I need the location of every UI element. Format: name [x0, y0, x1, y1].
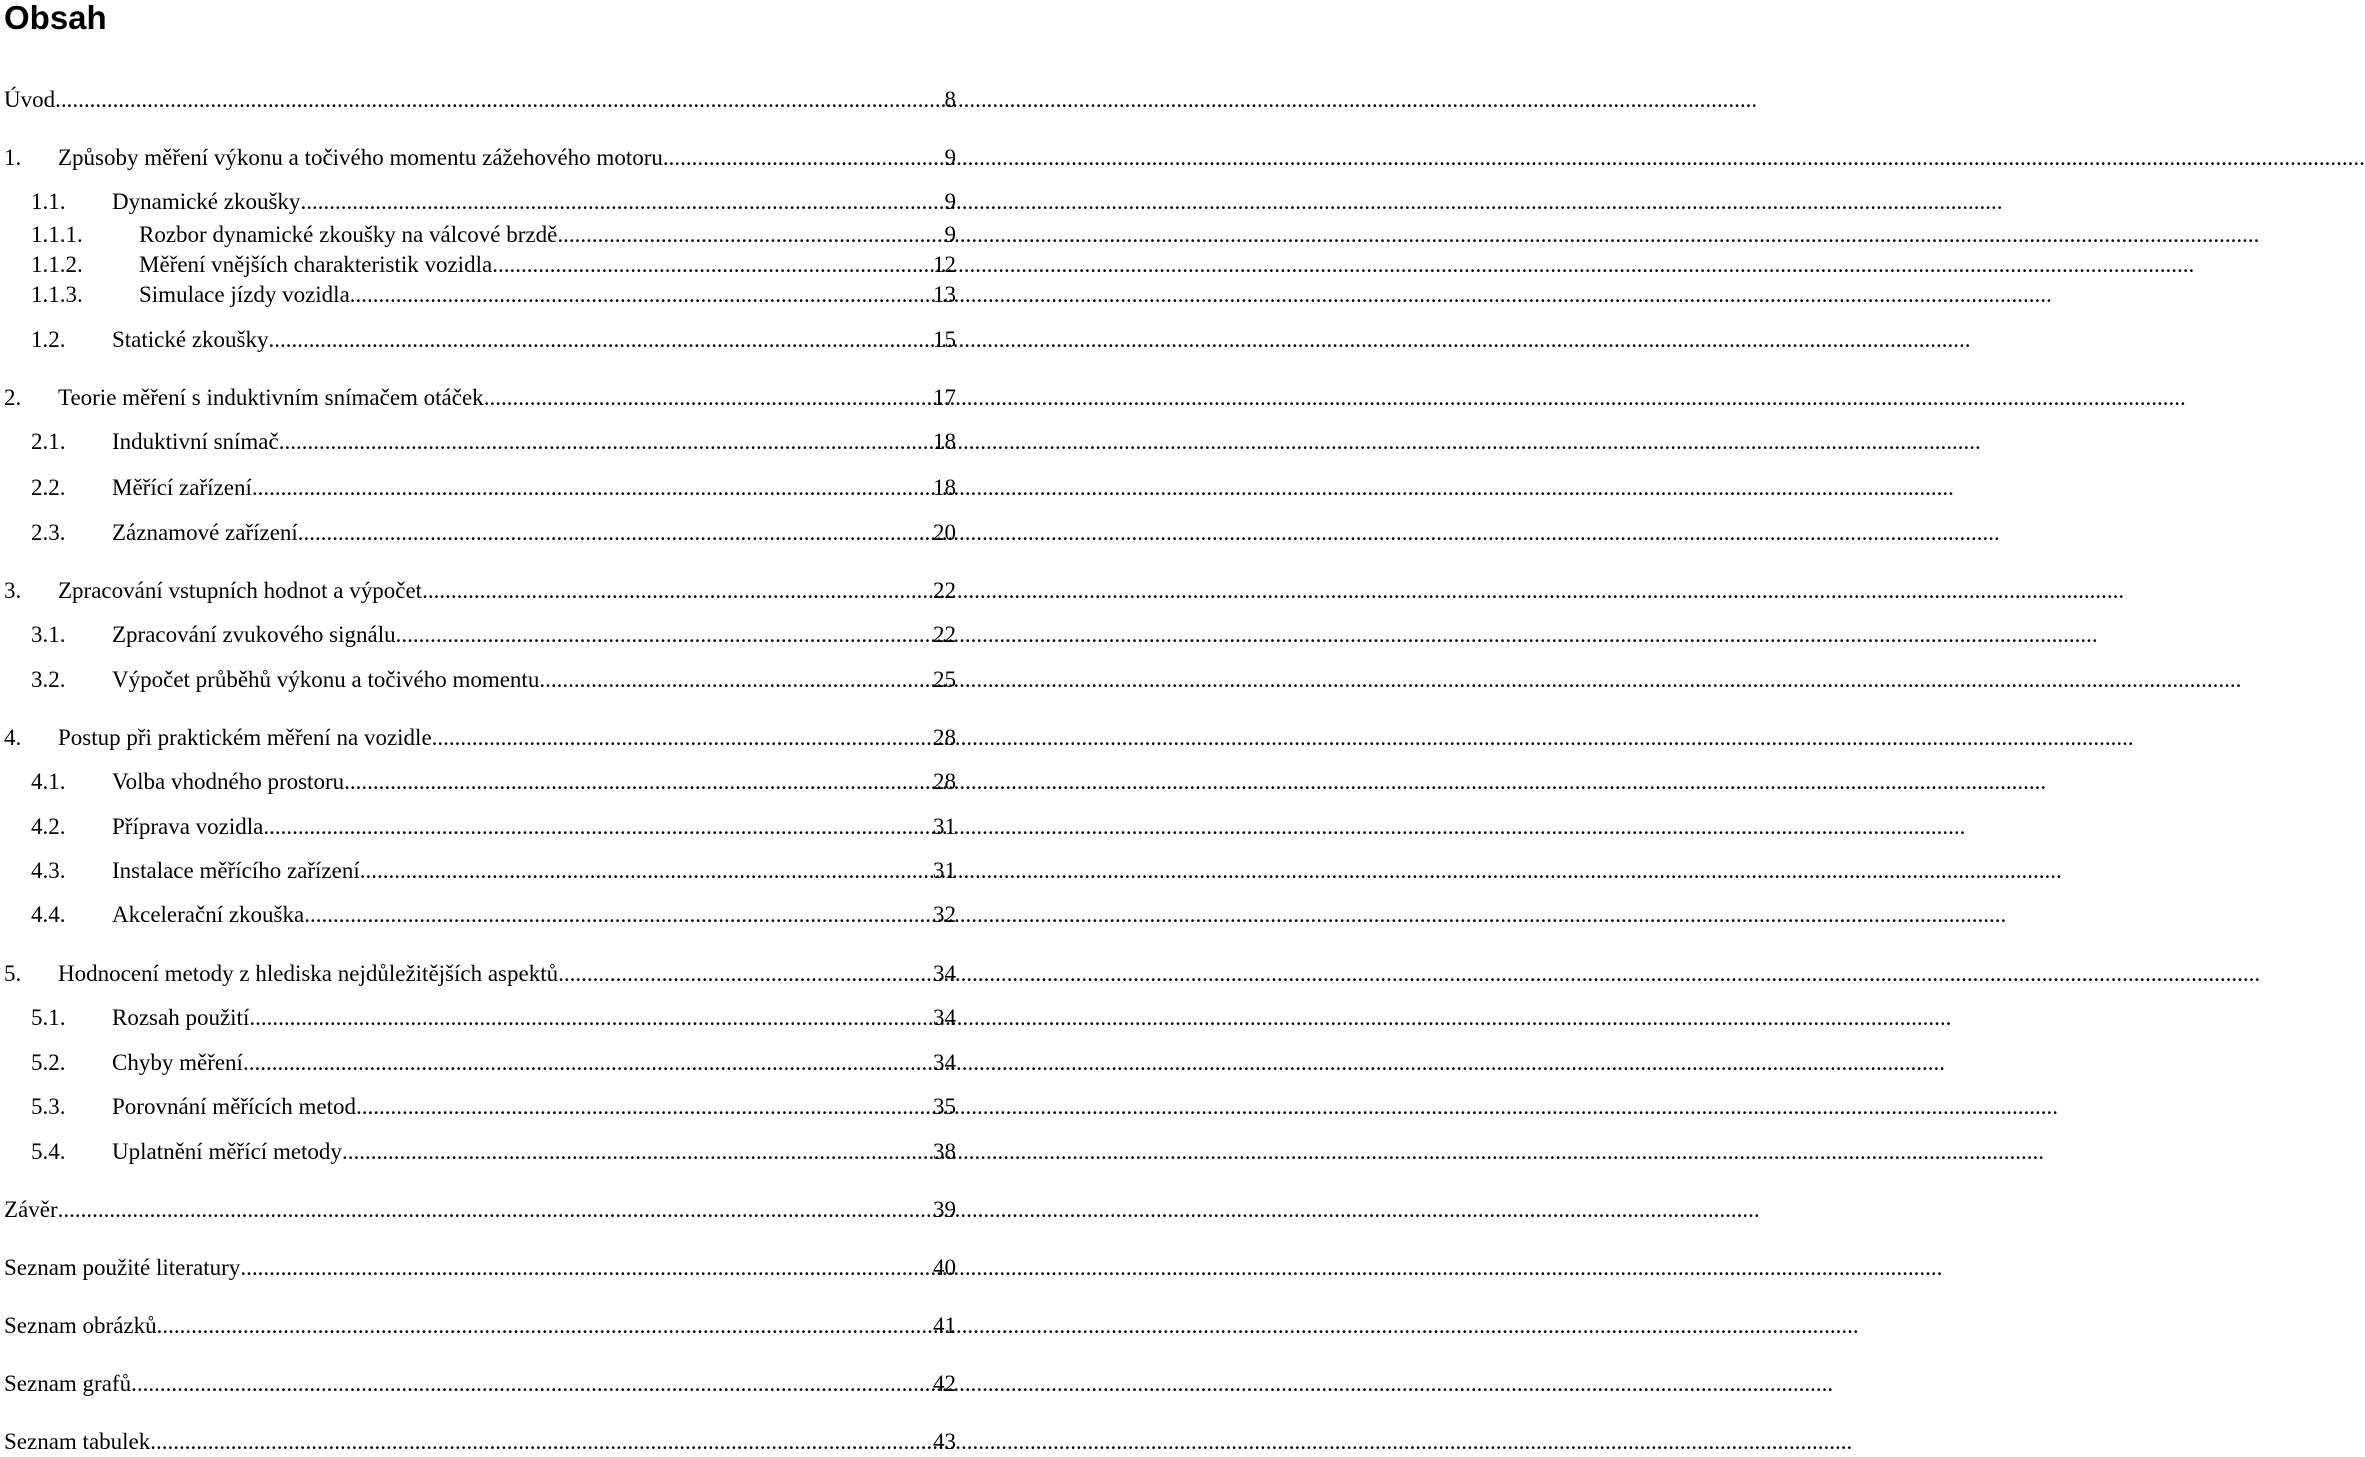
toc-entry[interactable] [31, 620, 956, 650]
toc-entry[interactable] [31, 427, 956, 457]
toc-entry[interactable] [31, 767, 956, 797]
toc-entry-title: Postup při praktickém měření na vozidle [58, 725, 432, 750]
toc-leader-dots [157, 1311, 933, 1341]
toc-entry-number: 1.2. [31, 327, 66, 352]
toc-entry-page: 22 [933, 622, 956, 647]
toc-entry-title: Zpracování zvukového signálu [112, 622, 396, 647]
toc-entry[interactable] [31, 280, 956, 310]
toc-entry-title: Rozsah použití [112, 1005, 250, 1030]
toc-leader-dots [279, 427, 933, 457]
toc-entry-page: 42 [933, 1371, 956, 1396]
toc-entry-page: 41 [933, 1313, 956, 1338]
toc-entry-title: Dynamické zkoušky [112, 189, 301, 214]
toc-entry[interactable] [4, 1369, 956, 1399]
toc-entry-number: 5. [4, 961, 22, 986]
toc-entry-number: 1.1.3. [31, 282, 83, 307]
toc-entry-page: 31 [933, 814, 956, 839]
toc-entry-number: 1.1. [31, 189, 66, 214]
toc-entry-page: 9 [944, 145, 956, 170]
toc-entry[interactable] [4, 959, 956, 989]
toc-entry-number: 1.1.1. [31, 222, 83, 247]
toc-entry[interactable] [31, 518, 956, 548]
toc-leader-dots [298, 518, 933, 548]
toc-entry-number: 2.2. [31, 475, 66, 500]
toc-entry[interactable] [31, 900, 956, 930]
toc-entry-title: Porovnání měřících metod [112, 1094, 356, 1119]
toc-entry[interactable] [4, 1427, 956, 1457]
toc-leader-dots [243, 1048, 933, 1078]
toc-entry-page: 13 [933, 282, 956, 307]
table-of-contents [0, 0, 960, 1453]
toc-entry[interactable] [31, 250, 956, 280]
toc-leader-dots [263, 812, 933, 842]
toc-entry[interactable] [4, 723, 956, 753]
toc-entry[interactable] [31, 1003, 956, 1033]
toc-entry[interactable] [31, 187, 956, 217]
toc-entry-title: Hodnocení metody z hlediska nejdůležitějších aspektů [58, 961, 559, 986]
toc-entry[interactable] [4, 1311, 956, 1341]
toc-entry-title: Způsoby měření výkonu a točivého momentu zážehového motoru [58, 145, 663, 170]
toc-entry-title: Zpracování vstupních hodnot a výpočet [58, 578, 423, 603]
toc-entry-number: 4.3. [31, 858, 66, 883]
toc-entry-number: 1. [4, 145, 22, 170]
toc-entry-title: Příprava vozidla [112, 814, 264, 839]
toc-entry-title: Seznam tabulek [4, 1429, 151, 1454]
toc-entry-title: Statické zkoušky [112, 327, 269, 352]
toc-entry-number: 3.1. [31, 622, 66, 647]
toc-leader-dots [539, 665, 933, 695]
toc-leader-dots [484, 383, 933, 413]
toc-entry[interactable] [31, 1137, 956, 1167]
toc-entry-page: 43 [933, 1429, 956, 1454]
toc-entry-title: Induktivní snímač [112, 429, 279, 454]
toc-leader-dots [422, 576, 933, 606]
toc-entry-page: 9 [944, 189, 956, 214]
toc-leader-dots [58, 1195, 933, 1225]
toc-entry-page: 17 [933, 385, 956, 410]
toc-entry[interactable] [4, 1253, 956, 1283]
toc-entry-title: Uplatnění měřící metody [112, 1139, 342, 1164]
toc-entry-number: 2. [4, 385, 22, 410]
toc-entry-page: 12 [933, 252, 956, 277]
toc-entry[interactable] [31, 812, 956, 842]
toc-entry-page: 28 [933, 725, 956, 750]
toc-entry-title: Simulace jízdy vozidla [139, 282, 350, 307]
toc-entry-title: Seznam použité literatury [4, 1255, 241, 1280]
toc-entry-title: Úvod [4, 87, 56, 112]
toc-leader-dots [342, 1137, 933, 1167]
toc-leader-dots [663, 143, 945, 173]
toc-entry-page: 22 [933, 578, 956, 603]
toc-entry[interactable] [4, 576, 956, 606]
toc-entry-page: 31 [933, 858, 956, 883]
toc-entry-number: 5.1. [31, 1005, 66, 1030]
toc-entry[interactable] [4, 1195, 956, 1225]
toc-entry-title: Volba vhodného prostoru [112, 769, 345, 794]
page-title: Obsah [4, 0, 107, 36]
toc-entry[interactable] [31, 473, 956, 503]
toc-entry-number: 3.2. [31, 667, 66, 692]
toc-entry-page: 38 [933, 1139, 956, 1164]
toc-entry-number: 2.3. [31, 520, 66, 545]
toc-entry-number: 5.2. [31, 1050, 66, 1075]
toc-entry-page: 28 [933, 769, 956, 794]
toc-leader-dots [304, 900, 933, 930]
toc-entry-page: 25 [933, 667, 956, 692]
toc-entry-title: Seznam obrázků [4, 1313, 157, 1338]
toc-entry-number: 4. [4, 725, 22, 750]
toc-entry[interactable] [31, 856, 956, 886]
toc-leader-dots [150, 1427, 933, 1457]
toc-leader-dots [55, 85, 944, 115]
toc-entry-page: 18 [933, 475, 956, 500]
toc-leader-dots [249, 1003, 933, 1033]
toc-leader-dots [396, 620, 933, 650]
toc-leader-dots [300, 187, 944, 217]
toc-entry-page: 18 [933, 429, 956, 454]
toc-entry-title: Teorie měření s induktivním snímačem otáček [58, 385, 484, 410]
toc-entry[interactable] [31, 325, 956, 355]
toc-entry-page: 34 [933, 961, 956, 986]
toc-entry-number: 5.4. [31, 1139, 66, 1164]
toc-entry-title: Záznamové zařízení [112, 520, 298, 545]
toc-entry[interactable] [31, 1048, 956, 1078]
toc-entry-page: 32 [933, 902, 956, 927]
toc-entry-number: 2.1. [31, 429, 66, 454]
toc-leader-dots [557, 220, 944, 250]
toc-entry[interactable] [4, 85, 956, 115]
toc-entry-title: Závěr [4, 1197, 58, 1222]
toc-entry[interactable] [31, 220, 956, 250]
toc-entry-page: 9 [944, 222, 956, 247]
toc-leader-dots [558, 959, 933, 989]
toc-entry-page: 20 [933, 520, 956, 545]
toc-entry[interactable] [31, 665, 956, 695]
toc-leader-dots [240, 1253, 933, 1283]
toc-entry[interactable] [4, 383, 956, 413]
toc-leader-dots [432, 723, 933, 753]
toc-entry-page: 39 [933, 1197, 956, 1222]
toc-entry-title: Instalace měřícího zařízení [112, 858, 360, 883]
toc-leader-dots [356, 1092, 933, 1122]
toc-leader-dots [360, 856, 933, 886]
toc-entry-number: 3. [4, 578, 22, 603]
toc-entry-number: 4.4. [31, 902, 66, 927]
toc-entry-title: Chyby měření [112, 1050, 243, 1075]
toc-leader-dots [350, 280, 933, 310]
toc-entry-number: 4.2. [31, 814, 66, 839]
toc-leader-dots [344, 767, 933, 797]
toc-entry-title: Seznam grafů [4, 1371, 132, 1396]
toc-entry-title: Měření vnějších charakteristik vozidla [139, 252, 493, 277]
toc-leader-dots [492, 250, 933, 280]
toc-leader-dots [269, 325, 934, 355]
toc-entry-number: 4.1. [31, 769, 66, 794]
toc-entry-number: 5.3. [31, 1094, 66, 1119]
toc-entry-page: 35 [933, 1094, 956, 1119]
toc-entry-page: 34 [933, 1050, 956, 1075]
toc-leader-dots [252, 473, 933, 503]
toc-entry-page: 8 [944, 87, 956, 112]
toc-entry-title: Akcelerační zkouška [112, 902, 305, 927]
toc-entry-page: 34 [933, 1005, 956, 1030]
toc-entry-page: 15 [933, 327, 956, 352]
toc-entry-title: Výpočet průběhů výkonu a točivého momentu [112, 667, 540, 692]
toc-entry[interactable] [4, 143, 956, 173]
toc-entry[interactable] [31, 1092, 956, 1122]
toc-entry-title: Rozbor dynamické zkoušky na válcové brzdě [139, 222, 558, 247]
toc-entry-number: 1.1.2. [31, 252, 83, 277]
toc-entry-page: 40 [933, 1255, 956, 1280]
toc-entry-title: Měřící zařízení [112, 475, 252, 500]
toc-leader-dots [131, 1369, 933, 1399]
